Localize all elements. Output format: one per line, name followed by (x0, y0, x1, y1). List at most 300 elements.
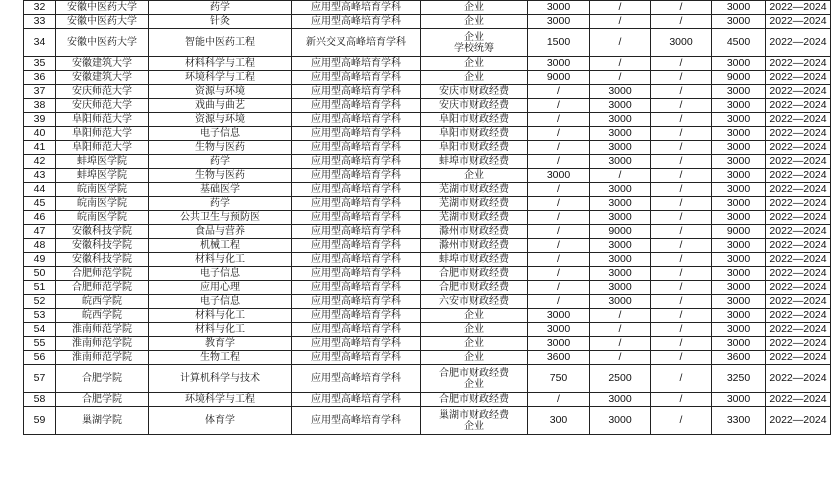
amount-municipal-cell: / (590, 57, 651, 71)
major-name-cell: 应用心理 (149, 281, 292, 295)
table-row (24, 337, 831, 351)
period-cell: 2022—2024 (766, 113, 831, 127)
discipline-type-cell: 应用型高峰培育学科 (292, 71, 421, 85)
funding-source-cell: 合肥市财政经费 (421, 281, 528, 295)
amount-municipal-cell: 3000 (590, 155, 651, 169)
major-name-cell: 智能中医药工程 (149, 29, 292, 57)
funding-source-cell: 六安市财政经费 (421, 295, 528, 309)
funding-source-cell: 企业 (421, 169, 528, 183)
amount-municipal-cell: / (590, 1, 651, 15)
school-name-cell: 巢湖学院 (56, 407, 149, 435)
major-name-cell: 电子信息 (149, 267, 292, 281)
school-name-cell: 安徽科技学院 (56, 239, 149, 253)
school-name-cell: 阜阳师范大学 (56, 127, 149, 141)
discipline-type-cell: 应用型高峰培育学科 (292, 407, 421, 435)
row-number-cell: 34 (24, 29, 56, 57)
amount-total-cell: 3250 (712, 365, 766, 393)
period-cell: 2022—2024 (766, 1, 831, 15)
amount-school-cell: / (651, 155, 712, 169)
school-name-cell: 淮南师范学院 (56, 337, 149, 351)
major-name-cell: 戏曲与曲艺 (149, 99, 292, 113)
funding-source-cell: 阜阳市财政经费 (421, 127, 528, 141)
school-name-cell: 安徽中医药大学 (56, 15, 149, 29)
row-number-cell: 44 (24, 183, 56, 197)
major-name-cell: 教育学 (149, 337, 292, 351)
funding-source-cell: 合肥市财政经费 (421, 267, 528, 281)
amount-municipal-cell: 3000 (590, 295, 651, 309)
amount-total-cell: 3000 (712, 253, 766, 267)
amount-school-cell: / (651, 57, 712, 71)
school-name-cell: 安庆师范大学 (56, 85, 149, 99)
amount-municipal-cell: / (590, 15, 651, 29)
table-row (24, 309, 831, 323)
period-cell: 2022—2024 (766, 351, 831, 365)
amount-total-cell: 3000 (712, 15, 766, 29)
table-row (24, 295, 831, 309)
amount-enterprise-cell: / (528, 197, 590, 211)
amount-enterprise-cell: / (528, 225, 590, 239)
table-row (24, 351, 831, 365)
amount-total-cell: 9000 (712, 71, 766, 85)
amount-municipal-cell: 3000 (590, 281, 651, 295)
period-cell: 2022—2024 (766, 225, 831, 239)
major-name-cell: 针灸 (149, 15, 292, 29)
discipline-type-cell: 应用型高峰培育学科 (292, 351, 421, 365)
amount-total-cell: 3000 (712, 267, 766, 281)
school-name-cell: 合肥师范学院 (56, 281, 149, 295)
amount-school-cell: / (651, 183, 712, 197)
amount-municipal-cell: / (590, 337, 651, 351)
amount-total-cell: 3000 (712, 295, 766, 309)
amount-municipal-cell: / (590, 71, 651, 85)
amount-enterprise-cell: 3000 (528, 57, 590, 71)
table-row (24, 71, 831, 85)
amount-enterprise-cell: / (528, 239, 590, 253)
school-name-cell: 安庆师范大学 (56, 99, 149, 113)
amount-school-cell: / (651, 225, 712, 239)
amount-enterprise-cell: / (528, 99, 590, 113)
amount-school-cell: / (651, 393, 712, 407)
period-cell: 2022—2024 (766, 281, 831, 295)
table-row (24, 197, 831, 211)
discipline-type-cell: 应用型高峰培育学科 (292, 57, 421, 71)
funding-source-cell: 合肥市财政经费 (421, 393, 528, 407)
major-name-cell: 体育学 (149, 407, 292, 435)
amount-total-cell: 3000 (712, 211, 766, 225)
table-row (24, 407, 831, 435)
amount-enterprise-cell: 300 (528, 407, 590, 435)
amount-total-cell: 9000 (712, 225, 766, 239)
major-name-cell: 电子信息 (149, 127, 292, 141)
discipline-type-cell: 应用型高峰培育学科 (292, 393, 421, 407)
amount-municipal-cell: 3000 (590, 393, 651, 407)
discipline-type-cell: 应用型高峰培育学科 (292, 15, 421, 29)
row-number-cell: 39 (24, 113, 56, 127)
major-name-cell: 环境科学与工程 (149, 71, 292, 85)
amount-municipal-cell: 9000 (590, 225, 651, 239)
discipline-type-cell: 应用型高峰培育学科 (292, 365, 421, 393)
funding-source-cell: 企业 (421, 351, 528, 365)
amount-enterprise-cell: 1500 (528, 29, 590, 57)
school-name-cell: 皖南医学院 (56, 211, 149, 225)
period-cell: 2022—2024 (766, 141, 831, 155)
period-cell: 2022—2024 (766, 407, 831, 435)
amount-total-cell: 3600 (712, 351, 766, 365)
discipline-type-cell: 应用型高峰培育学科 (292, 267, 421, 281)
major-name-cell: 材料与化工 (149, 323, 292, 337)
funding-source-cell: 企业 (421, 1, 528, 15)
row-number-cell: 36 (24, 71, 56, 85)
amount-school-cell: / (651, 85, 712, 99)
discipline-type-cell: 应用型高峰培育学科 (292, 155, 421, 169)
row-number-cell: 50 (24, 267, 56, 281)
school-name-cell: 淮南师范学院 (56, 323, 149, 337)
major-name-cell: 食品与营养 (149, 225, 292, 239)
amount-school-cell: / (651, 1, 712, 15)
row-number-cell: 45 (24, 197, 56, 211)
amount-school-cell: / (651, 169, 712, 183)
amount-school-cell: / (651, 253, 712, 267)
amount-municipal-cell: 3000 (590, 127, 651, 141)
amount-enterprise-cell: / (528, 281, 590, 295)
table-row (24, 1, 831, 15)
amount-enterprise-cell: / (528, 113, 590, 127)
period-cell: 2022—2024 (766, 99, 831, 113)
amount-enterprise-cell: 3000 (528, 15, 590, 29)
amount-municipal-cell: / (590, 29, 651, 57)
amount-enterprise-cell: 3600 (528, 351, 590, 365)
table-row (24, 211, 831, 225)
period-cell: 2022—2024 (766, 253, 831, 267)
school-name-cell: 阜阳师范大学 (56, 141, 149, 155)
row-number-cell: 48 (24, 239, 56, 253)
amount-school-cell: / (651, 71, 712, 85)
amount-total-cell: 3000 (712, 141, 766, 155)
funding-source-cell: 企业 (421, 15, 528, 29)
amount-school-cell: / (651, 295, 712, 309)
funding-source-cell: 芜湖市财政经费 (421, 211, 528, 225)
funding-source-cell: 阜阳市财政经费 (421, 141, 528, 155)
school-name-cell: 安徽建筑大学 (56, 57, 149, 71)
period-cell: 2022—2024 (766, 239, 831, 253)
school-name-cell: 皖南医学院 (56, 183, 149, 197)
table-row (24, 253, 831, 267)
amount-enterprise-cell: 9000 (528, 71, 590, 85)
table-row (24, 85, 831, 99)
row-number-cell: 54 (24, 323, 56, 337)
amount-total-cell: 3000 (712, 309, 766, 323)
major-name-cell: 药学 (149, 197, 292, 211)
period-cell: 2022—2024 (766, 57, 831, 71)
table-row (24, 281, 831, 295)
row-number-cell: 52 (24, 295, 56, 309)
amount-municipal-cell: 3000 (590, 253, 651, 267)
major-name-cell: 材料与化工 (149, 253, 292, 267)
funding-source-cell: 安庆市财政经费 (421, 85, 528, 99)
discipline-type-cell: 应用型高峰培育学科 (292, 295, 421, 309)
amount-municipal-cell: 3000 (590, 85, 651, 99)
amount-total-cell: 3000 (712, 183, 766, 197)
funding-source-cell: 芜湖市财政经费 (421, 197, 528, 211)
row-number-cell: 59 (24, 407, 56, 435)
amount-total-cell: 3000 (712, 323, 766, 337)
amount-municipal-cell: 3000 (590, 267, 651, 281)
amount-total-cell: 3000 (712, 155, 766, 169)
amount-school-cell: / (651, 337, 712, 351)
major-name-cell: 电子信息 (149, 295, 292, 309)
funding-source-cell: 芜湖市财政经费 (421, 183, 528, 197)
school-name-cell: 皖南医学院 (56, 197, 149, 211)
amount-enterprise-cell: 3000 (528, 1, 590, 15)
amount-municipal-cell: 3000 (590, 211, 651, 225)
table-row (24, 365, 831, 393)
amount-enterprise-cell: / (528, 85, 590, 99)
funding-source-cell: 滁州市财政经费 (421, 239, 528, 253)
row-number-cell: 53 (24, 309, 56, 323)
period-cell: 2022—2024 (766, 183, 831, 197)
amount-enterprise-cell: / (528, 295, 590, 309)
amount-school-cell: / (651, 99, 712, 113)
amount-total-cell: 3000 (712, 85, 766, 99)
row-number-cell: 35 (24, 57, 56, 71)
amount-total-cell: 4500 (712, 29, 766, 57)
amount-school-cell: / (651, 351, 712, 365)
amount-school-cell: / (651, 15, 712, 29)
period-cell: 2022—2024 (766, 15, 831, 29)
discipline-type-cell: 应用型高峰培育学科 (292, 253, 421, 267)
amount-municipal-cell: 3000 (590, 99, 651, 113)
table-row (24, 15, 831, 29)
amount-school-cell: / (651, 197, 712, 211)
discipline-type-cell: 应用型高峰培育学科 (292, 211, 421, 225)
period-cell: 2022—2024 (766, 295, 831, 309)
amount-total-cell: 3000 (712, 281, 766, 295)
period-cell: 2022—2024 (766, 337, 831, 351)
amount-total-cell: 3000 (712, 1, 766, 15)
school-name-cell: 淮南师范学院 (56, 351, 149, 365)
funding-source-cell: 巢湖市财政经费 企业 (421, 407, 528, 435)
table-row (24, 99, 831, 113)
amount-school-cell: / (651, 127, 712, 141)
funding-source-cell: 企业 (421, 57, 528, 71)
amount-total-cell: 3000 (712, 113, 766, 127)
table-row (24, 29, 831, 57)
major-name-cell: 药学 (149, 1, 292, 15)
row-number-cell: 37 (24, 85, 56, 99)
amount-school-cell: / (651, 407, 712, 435)
amount-municipal-cell: 3000 (590, 407, 651, 435)
table-row (24, 113, 831, 127)
funding-source-cell: 安庆市财政经费 (421, 99, 528, 113)
period-cell: 2022—2024 (766, 155, 831, 169)
major-name-cell: 资源与环境 (149, 85, 292, 99)
major-name-cell: 生物工程 (149, 351, 292, 365)
table-row (24, 183, 831, 197)
amount-enterprise-cell: / (528, 211, 590, 225)
amount-school-cell: 3000 (651, 29, 712, 57)
discipline-type-cell: 应用型高峰培育学科 (292, 113, 421, 127)
amount-municipal-cell: 3000 (590, 141, 651, 155)
discipline-type-cell: 应用型高峰培育学科 (292, 239, 421, 253)
amount-total-cell: 3000 (712, 393, 766, 407)
funding-source-cell: 企业 (421, 323, 528, 337)
amount-municipal-cell: 3000 (590, 113, 651, 127)
major-name-cell: 环境科学与工程 (149, 393, 292, 407)
major-name-cell: 生物与医药 (149, 141, 292, 155)
table-row (24, 169, 831, 183)
period-cell: 2022—2024 (766, 323, 831, 337)
discipline-type-cell: 应用型高峰培育学科 (292, 1, 421, 15)
funding-source-cell: 企业 (421, 309, 528, 323)
table-row (24, 225, 831, 239)
amount-enterprise-cell: / (528, 253, 590, 267)
period-cell: 2022—2024 (766, 365, 831, 393)
amount-school-cell: / (651, 141, 712, 155)
period-cell: 2022—2024 (766, 71, 831, 85)
funding-source-cell: 蚌埠市财政经费 (421, 155, 528, 169)
major-name-cell: 材料科学与工程 (149, 57, 292, 71)
amount-total-cell: 3000 (712, 239, 766, 253)
school-name-cell: 安徽科技学院 (56, 253, 149, 267)
table-row (24, 155, 831, 169)
amount-school-cell: / (651, 211, 712, 225)
funding-source-cell: 蚌埠市财政经费 (421, 253, 528, 267)
table-row (24, 127, 831, 141)
amount-total-cell: 3000 (712, 127, 766, 141)
amount-enterprise-cell: 3000 (528, 309, 590, 323)
discipline-type-cell: 应用型高峰培育学科 (292, 197, 421, 211)
amount-enterprise-cell: 3000 (528, 323, 590, 337)
row-number-cell: 47 (24, 225, 56, 239)
discipline-type-cell: 应用型高峰培育学科 (292, 309, 421, 323)
discipline-type-cell: 应用型高峰培育学科 (292, 141, 421, 155)
school-name-cell: 皖西学院 (56, 295, 149, 309)
major-name-cell: 机械工程 (149, 239, 292, 253)
amount-municipal-cell: 3000 (590, 197, 651, 211)
amount-municipal-cell: 3000 (590, 183, 651, 197)
amount-school-cell: / (651, 281, 712, 295)
school-name-cell: 蚌埠医学院 (56, 169, 149, 183)
school-name-cell: 合肥学院 (56, 365, 149, 393)
amount-total-cell: 3000 (712, 197, 766, 211)
table-row (24, 57, 831, 71)
amount-municipal-cell: / (590, 351, 651, 365)
amount-school-cell: / (651, 267, 712, 281)
amount-municipal-cell: 2500 (590, 365, 651, 393)
funding-source-cell: 企业 (421, 337, 528, 351)
funding-source-cell: 滁州市财政经费 (421, 225, 528, 239)
amount-school-cell: / (651, 365, 712, 393)
amount-enterprise-cell: 750 (528, 365, 590, 393)
amount-enterprise-cell: 3000 (528, 169, 590, 183)
amount-enterprise-cell: / (528, 393, 590, 407)
discipline-type-cell: 应用型高峰培育学科 (292, 99, 421, 113)
major-name-cell: 药学 (149, 155, 292, 169)
period-cell: 2022—2024 (766, 211, 831, 225)
funding-source-cell: 企业 学校统筹 (421, 29, 528, 57)
row-number-cell: 33 (24, 15, 56, 29)
table-row (24, 323, 831, 337)
school-name-cell: 安徽建筑大学 (56, 71, 149, 85)
row-number-cell: 41 (24, 141, 56, 155)
period-cell: 2022—2024 (766, 309, 831, 323)
funding-source-cell: 合肥市财政经费 企业 (421, 365, 528, 393)
table-row (24, 141, 831, 155)
amount-enterprise-cell: / (528, 183, 590, 197)
amount-total-cell: 3000 (712, 337, 766, 351)
school-name-cell: 安徽中医药大学 (56, 1, 149, 15)
amount-enterprise-cell: / (528, 267, 590, 281)
amount-school-cell: / (651, 239, 712, 253)
amount-school-cell: / (651, 309, 712, 323)
row-number-cell: 51 (24, 281, 56, 295)
period-cell: 2022—2024 (766, 85, 831, 99)
row-number-cell: 32 (24, 1, 56, 15)
discipline-type-cell: 应用型高峰培育学科 (292, 225, 421, 239)
school-name-cell: 合肥师范学院 (56, 267, 149, 281)
amount-total-cell: 3000 (712, 57, 766, 71)
amount-school-cell: / (651, 113, 712, 127)
discipline-type-cell: 应用型高峰培育学科 (292, 323, 421, 337)
school-name-cell: 蚌埠医学院 (56, 155, 149, 169)
discipline-type-cell: 应用型高峰培育学科 (292, 127, 421, 141)
row-number-cell: 58 (24, 393, 56, 407)
school-name-cell: 阜阳师范大学 (56, 113, 149, 127)
amount-enterprise-cell: / (528, 141, 590, 155)
school-name-cell: 合肥学院 (56, 393, 149, 407)
discipline-type-cell: 应用型高峰培育学科 (292, 183, 421, 197)
funding-source-cell: 阜阳市财政经费 (421, 113, 528, 127)
amount-enterprise-cell: 3000 (528, 337, 590, 351)
table-row (24, 239, 831, 253)
major-name-cell: 资源与环境 (149, 113, 292, 127)
table-row (24, 267, 831, 281)
amount-municipal-cell: / (590, 323, 651, 337)
discipline-type-cell: 应用型高峰培育学科 (292, 85, 421, 99)
period-cell: 2022—2024 (766, 169, 831, 183)
row-number-cell: 55 (24, 337, 56, 351)
period-cell: 2022—2024 (766, 127, 831, 141)
amount-enterprise-cell: / (528, 127, 590, 141)
major-name-cell: 基础医学 (149, 183, 292, 197)
amount-total-cell: 3000 (712, 99, 766, 113)
row-number-cell: 43 (24, 169, 56, 183)
school-name-cell: 安徽中医药大学 (56, 29, 149, 57)
major-name-cell: 计算机科学与技术 (149, 365, 292, 393)
discipline-type-cell: 新兴交叉高峰培育学科 (292, 29, 421, 57)
period-cell: 2022—2024 (766, 29, 831, 57)
row-number-cell: 49 (24, 253, 56, 267)
row-number-cell: 38 (24, 99, 56, 113)
period-cell: 2022—2024 (766, 197, 831, 211)
row-number-cell: 56 (24, 351, 56, 365)
row-number-cell: 57 (24, 365, 56, 393)
amount-total-cell: 3000 (712, 169, 766, 183)
row-number-cell: 40 (24, 127, 56, 141)
school-name-cell: 皖西学院 (56, 309, 149, 323)
school-name-cell: 安徽科技学院 (56, 225, 149, 239)
period-cell: 2022—2024 (766, 267, 831, 281)
period-cell: 2022—2024 (766, 393, 831, 407)
table-row (24, 393, 831, 407)
amount-enterprise-cell: / (528, 155, 590, 169)
amount-total-cell: 3300 (712, 407, 766, 435)
major-name-cell: 材料与化工 (149, 309, 292, 323)
major-name-cell: 生物与医药 (149, 169, 292, 183)
amount-school-cell: / (651, 323, 712, 337)
discipline-type-cell: 应用型高峰培育学科 (292, 337, 421, 351)
discipline-type-cell: 应用型高峰培育学科 (292, 169, 421, 183)
